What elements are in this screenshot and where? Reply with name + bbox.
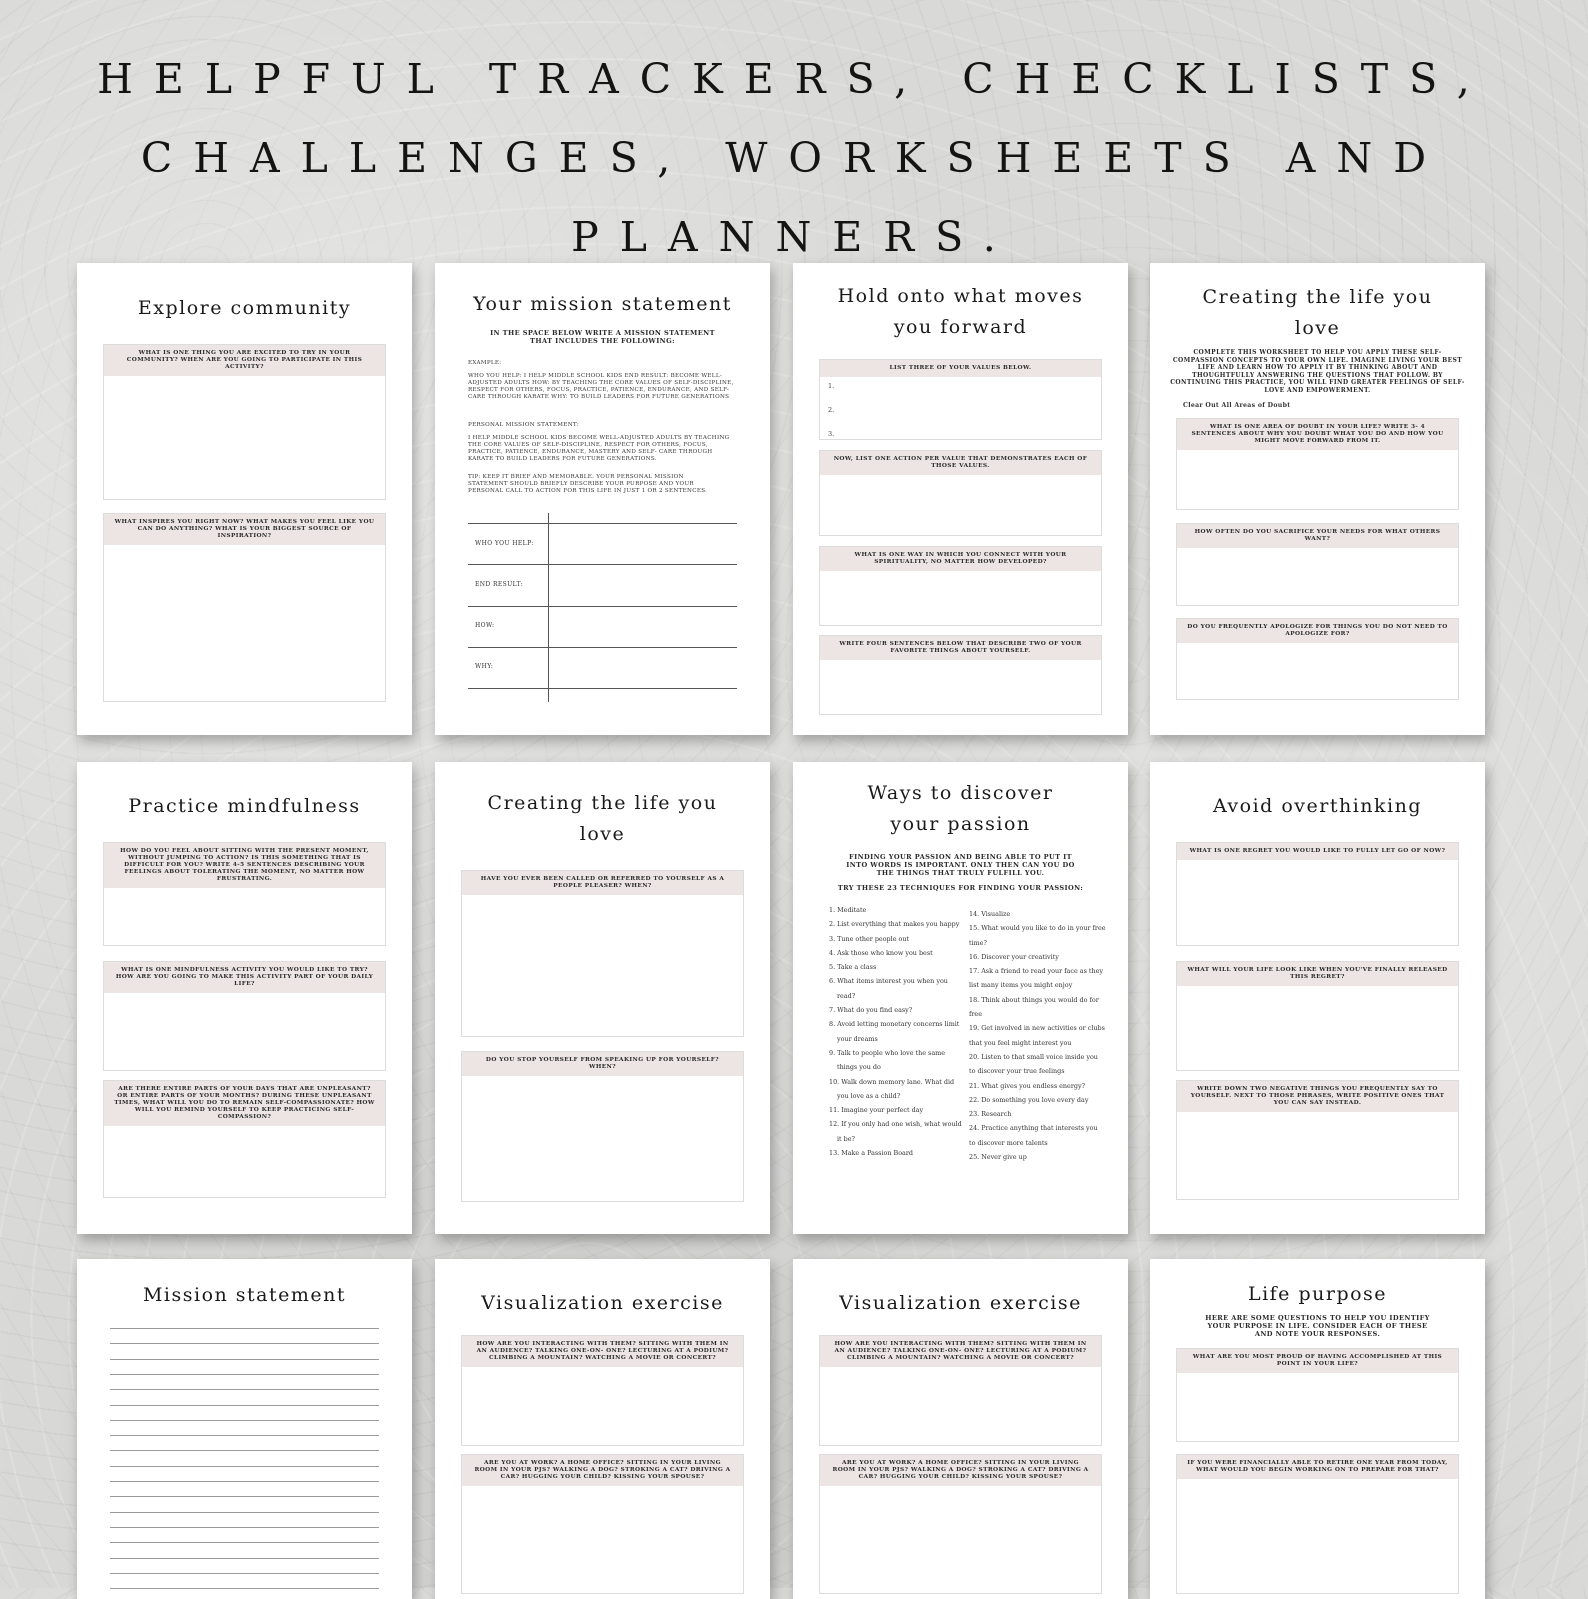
worksheet-practice-mindfulness (77, 762, 412, 1234)
list-item: that you feel might interest you (969, 1038, 1072, 1047)
answer-box (103, 842, 386, 946)
writing-line (110, 1496, 379, 1497)
page-title: Explore community (137, 297, 352, 319)
page-title: Ways to discover your passion (867, 782, 1054, 835)
worksheet-creating-life-you-love (1150, 263, 1485, 735)
worksheet-avoid-overthinking (1150, 762, 1485, 1234)
example-text: WHO YOU HELP: I HELP MIDDLE SCHOOL KIDS END RESULT: BECOME WELL-ADJUSTED ADULTS HOW: BY TEACHING THE CORE VALUES OF SELF-DISCIPLINE, RESPECT FOR OTHERS, FOCUS, PRACTICE, PATIENCE, ENDURANCE, AND SELF-CARE THROUGH KARATE WHY: TO BUILD LEADERS FOR FUTURE GENERATIONS (468, 373, 734, 400)
list-item: 5. Take a class (829, 963, 877, 972)
list-item: 17. Ask a friend to read your face as they (969, 967, 1103, 976)
list-item: 19. Get involved in new activities or clubs (969, 1024, 1105, 1033)
example-label: EXAMPLE: (468, 360, 502, 366)
answer-box (461, 1335, 744, 1446)
question-prompt: LIST THREE OF YOUR VALUES BELOW. (820, 360, 1101, 377)
answer-box (461, 1454, 744, 1594)
question-prompt: HOW ARE YOU INTERACTING WITH THEM? SITTING WITH THEM IN AN AUDIENCE? TALKING ONE-ON- ONE? LECTURING AT A PODIUM? CLIMBING A MOUNTAIN? WATCHING A MOVIE OR CONCERT? (462, 1336, 743, 1367)
page-title: Mission statement (142, 1284, 347, 1306)
question-prompt: WHAT ARE YOU MOST PROUD OF HAVING ACCOMPLISHED AT THIS POINT IN YOUR LIFE? (1177, 1349, 1458, 1373)
answer-box (103, 344, 386, 500)
question-prompt: ARE YOU AT WORK? A HOME OFFICE? SITTING IN YOUR LIVING ROOM IN YOUR PJS? WALKING A DOG? STROKING A CAT? DRIVING A CAR? HUGGING YOUR CHILD? KISSING YOUR SPOUSE? (462, 1455, 743, 1486)
list-item: 10. Walk down memory lane. What did (829, 1077, 955, 1086)
list-number: 2. (828, 406, 835, 414)
page-title: Visualization exercise (839, 1292, 1082, 1314)
list-item: 24. Practice anything that interests you (969, 1124, 1098, 1133)
page-title: Visualization exercise (481, 1292, 724, 1314)
headline-line-3: PLANNERS. (571, 213, 1017, 261)
personal-text: I HELP MIDDLE SCHOOL KIDS BECOME WELL-ADJUSTED ADULTS BY TEACHING THE CORE VALUES OF SELF-DISCIPLINE, RESPECT FOR OTHERS, FOCUS, PRACTICE, PATIENCE, ENDURANCE, MASTERY AND SELF- CARE THROUGH KARATE TO BUILD LEADERS FOR FUTURE GENERATIONS. (468, 435, 730, 462)
writing-line (110, 1343, 379, 1344)
worksheet-hold-onto-what-moves-you (793, 263, 1128, 735)
worksheet-visualization-exercise-2 (793, 1259, 1128, 1599)
page-title: Practice mindfulness (128, 795, 361, 817)
writing-line (110, 1435, 379, 1436)
answer-box (819, 450, 1102, 536)
intro-text: HERE ARE SOME QUESTIONS TO HELP YOU IDENTIFY YOUR PURPOSE IN LIFE. CONSIDER EACH OF THESE AND NOTE YOUR RESPONSES. (1205, 1314, 1430, 1338)
question-prompt: ARE THERE ENTIRE PARTS OF YOUR DAYS THAT ARE UNPLEASANT? OR ENTIRE PARTS OF YOUR MONTHS? DURING THESE UNPLEASANT TIMES, WHAT WILL YOU DO TO REMAIN SELF-COMPASSIONATE? HOW WILL YOU REMIND YOURSELF TO KEEP PRACTICING SELF-COMPASSION? (104, 1081, 385, 1126)
list-item: you love as a child? (837, 1091, 901, 1100)
question-prompt: WHAT IS ONE WAY IN WHICH YOU CONNECT WITH YOUR SPIRITUALITY, NO MATTER HOW DEVELOPED? (820, 547, 1101, 571)
table-row-label: HOW: (475, 622, 495, 629)
question-prompt: DO YOU FREQUENTLY APOLOGIZE FOR THINGS YOU DO NOT NEED TO APOLOGIZE FOR? (1177, 619, 1458, 643)
writing-line (110, 1512, 379, 1513)
table-divider (548, 513, 549, 702)
writing-line (110, 1527, 379, 1528)
worksheet-explore-community (77, 263, 412, 735)
page-title: Creating the life you love (487, 792, 718, 845)
list-item: 13. Make a Passion Board (829, 1149, 913, 1158)
list-item: 6. What items interest you when you (829, 977, 948, 986)
writing-line (110, 1558, 379, 1559)
writing-line (110, 1374, 379, 1375)
intro-text: FINDING YOUR PASSION AND BEING ABLE TO PUT IT INTO WORDS IS IMPORTANT. ONLY THEN CAN YOU DO THE THINGS THAT TRULY FULFILL YOU. (846, 853, 1075, 877)
worksheet-your-mission-statement (435, 263, 770, 735)
question-prompt: WHAT IS ONE AREA OF DOUBT IN YOUR LIFE? WRITE 3- 4 SENTENCES ABOUT WHY YOU DOUBT WHAT YOU DO AND HOW YOU MIGHT MOVE FORWARD FROM IT. (1177, 419, 1458, 450)
answer-box (103, 1080, 386, 1198)
page-title: Avoid overthinking (1212, 795, 1423, 817)
list-item: list many items you might enjoy (969, 981, 1073, 990)
question-prompt: WRITE DOWN TWO NEGATIVE THINGS YOU FREQUENTLY SAY TO YOURSELF. NEXT TO THOSE PHRASES, WRITE POSITIVE ONES THAT YOU CAN SAY INSTEAD. (1177, 1081, 1458, 1112)
worksheet-life-purpose (1150, 1259, 1485, 1599)
answer-box (1176, 1348, 1459, 1442)
question-prompt: HAVE YOU EVER BEEN CALLED OR REFERRED TO YOURSELF AS A PEOPLE PLEASER? WHEN? (462, 871, 743, 895)
writing-line (110, 1420, 379, 1421)
headline (0, 40, 1588, 277)
table-row-label: WHO YOU HELP: (475, 540, 534, 547)
table-rule (468, 564, 737, 565)
list-number: 3. (828, 430, 835, 438)
headline-line-2: CHALLENGES, WORKSHEETS AND (140, 134, 1448, 182)
answer-box (1176, 1454, 1459, 1594)
writing-line (110, 1542, 379, 1543)
worksheet-creating-life-you-love-2 (435, 762, 770, 1234)
worksheet-visualization-exercise (435, 1259, 770, 1599)
question-prompt: HOW OFTEN DO YOU SACRIFICE YOUR NEEDS FOR WHAT OTHERS WANT? (1177, 524, 1458, 548)
list-item: to discover more talents (969, 1138, 1048, 1147)
page-title: Hold onto what moves you forward (837, 285, 1084, 338)
list-item: 4. Ask those who know you best (829, 948, 933, 957)
question-prompt: HOW ARE YOU INTERACTING WITH THEM? SITTING WITH THEM IN AN AUDIENCE? TALKING ONE-ON- ONE? LECTURING AT A PODIUM? CLIMBING A MOUNTAIN? WATCHING A MOVIE OR CONCERT? (820, 1336, 1101, 1367)
table-rule (468, 647, 737, 648)
answer-box (819, 359, 1102, 440)
writing-line (110, 1359, 379, 1360)
list-item: 11. Imagine your perfect day (829, 1106, 924, 1115)
writing-line (110, 1450, 379, 1451)
section-subheading: Clear Out All Areas of Doubt (1183, 402, 1291, 409)
list-item: to discover your true feelings (969, 1067, 1065, 1076)
list-item: 9. Talk to people who love the same (829, 1048, 945, 1057)
tip-text: TIP: KEEP IT BRIEF AND MEMORABLE. YOUR PERSONAL MISSION STATEMENT SHOULD BRIEFLY DESCRIBE YOUR PURPOSE AND YOUR PERSONAL CALL TO ACTION FOR THIS LIFE IN JUST 1 OR 2 SENTENCES. (468, 474, 708, 494)
list-number: 1. (828, 382, 835, 390)
list-item: 22. Do something you love every day (969, 1095, 1089, 1104)
page-title: Your mission statement (473, 293, 732, 315)
list-item: 7. What do you find easy? (829, 1006, 913, 1015)
list-item: 12. If you only had one wish, what would (829, 1120, 962, 1129)
answer-box (103, 961, 386, 1071)
list-item: 20. Listen to that small voice inside you (969, 1052, 1098, 1061)
answer-box (819, 1335, 1102, 1446)
answer-box (819, 635, 1102, 715)
question-prompt: WHAT INSPIRES YOU RIGHT NOW? WHAT MAKES YOU FEEL LIKE YOU CAN DO ANYTHING? WHAT IS YOUR BIGGEST SOURCE OF INSPIRATION? (104, 514, 385, 545)
answer-box (1176, 842, 1459, 946)
list-item: 23. Research (969, 1110, 1012, 1119)
question-prompt: WHAT IS ONE REGRET YOU WOULD LIKE TO FULLY LET GO OF NOW? (1177, 843, 1458, 860)
table-rule (468, 688, 737, 689)
answer-box (1176, 523, 1459, 606)
list-item: 25. Never give up (969, 1153, 1027, 1162)
list-item: free (969, 1010, 982, 1019)
question-prompt: NOW, LIST ONE ACTION PER VALUE THAT DEMONSTRATES EACH OF THOSE VALUES. (820, 451, 1101, 475)
writing-line (110, 1466, 379, 1467)
question-prompt: DO YOU STOP YOURSELF FROM SPEAKING UP FOR YOURSELF? WHEN? (462, 1052, 743, 1076)
answer-box (819, 546, 1102, 626)
intro-text: IN THE SPACE BELOW WRITE A MISSION STATEMENT THAT INCLUDES THE FOLLOWING: (490, 329, 715, 345)
intro-subtext: TRY THESE 23 TECHNIQUES FOR FINDING YOUR PASSION: (837, 884, 1084, 892)
list-item: read? (837, 991, 856, 1000)
technique-list-right (969, 907, 1109, 1164)
writing-line (110, 1481, 379, 1482)
question-prompt: IF YOU WERE FINANCIALLY ABLE TO RETIRE ONE YEAR FROM TODAY, WHAT WOULD YOU BEGIN WORKING ON TO PREPARE FOR THAT? (1177, 1455, 1458, 1479)
list-item: things you do (837, 1063, 881, 1072)
list-item: your dreams (837, 1034, 878, 1043)
list-item: 2. List everything that makes you happy (829, 920, 960, 929)
answer-box (1176, 961, 1459, 1071)
worksheet-mission-statement-lined (77, 1259, 412, 1599)
answer-box (461, 1051, 744, 1202)
question-prompt: WHAT IS ONE MINDFULNESS ACTIVITY YOU WOULD LIKE TO TRY? HOW ARE YOU GOING TO MAKE THIS ACTIVITY PART OF YOUR DAILY LIFE? (104, 962, 385, 993)
worksheet-ways-to-discover-passion (793, 762, 1128, 1234)
writing-line (110, 1328, 379, 1329)
writing-line (110, 1573, 379, 1574)
list-item: 8. Avoid letting monetary concerns limit (829, 1020, 960, 1029)
list-item: 14. Visualize (969, 910, 1011, 918)
writing-line (110, 1389, 379, 1390)
page-title: Creating the life you love (1202, 286, 1433, 339)
list-item: 18. Think about things you would do for (969, 995, 1099, 1004)
answer-box (1176, 418, 1459, 510)
technique-list-left (829, 903, 969, 1160)
list-item: 15. What would you like to do in your free (969, 924, 1106, 933)
answer-box (819, 1454, 1102, 1594)
answer-box (103, 513, 386, 702)
list-item: time? (969, 938, 987, 947)
intro-text: COMPLETE THIS WORKSHEET TO HELP YOU APPLY THESE SELF-COMPASSION CONCEPTS TO YOUR OWN LIFE. IMAGINE LIVING YOUR BEST LIFE AND LEARN HOW TO APPLY IT BY THINKING ABOUT AND THOUGHTFULLY ANSWERING THE QUESTIONS THAT FOLLOW. BY CONTINUING THIS PRACTICE, YOU WILL FIND GREATER FEELINGS OF SELF-LOVE AND EMPOWERMENT. (1170, 349, 1465, 394)
answer-box (461, 870, 744, 1037)
list-item: 21. What gives you endless energy? (969, 1081, 1085, 1090)
list-item: 3. Tune other people out (829, 934, 910, 943)
question-prompt: WRITE FOUR SENTENCES BELOW THAT DESCRIBE TWO OF YOUR FAVORITE THINGS ABOUT YOURSELF. (820, 636, 1101, 660)
table-rule (468, 606, 737, 607)
question-prompt: WHAT IS ONE THING YOU ARE EXCITED TO TRY IN YOUR COMMUNITY? WHEN ARE YOU GOING TO PARTICIPATE IN THIS ACTIVITY? (104, 345, 385, 376)
list-item: it be? (837, 1134, 855, 1143)
question-prompt: ARE YOU AT WORK? A HOME OFFICE? SITTING IN YOUR LIVING ROOM IN YOUR PJS? WALKING A DOG? STROKING A CAT? DRIVING A CAR? HUGGING YOUR CHILD? KISSING YOUR SPOUSE? (820, 1455, 1101, 1486)
list-item: 16. Discover your creativity (969, 952, 1059, 961)
question-prompt: WHAT WILL YOUR LIFE LOOK LIKE WHEN YOU'VE FINALLY RELEASED THIS REGRET? (1177, 962, 1458, 986)
question-prompt: HOW DO YOU FEEL ABOUT SITTING WITH THE PRESENT MOMENT, WITHOUT JUMPING TO ACTION? IS THIS SOMETHING THAT IS DIFFICULT FOR YOU? WRITE 4-5 SENTENCES DESCRIBING YOUR FEELINGS ABOUT TOLERATING THE MOMENT, NO MATTER HOW FRUSTRATING. (104, 843, 385, 888)
table-row-label: WHY: (475, 663, 494, 670)
answer-box (1176, 618, 1459, 700)
writing-line (110, 1588, 379, 1589)
page-title: Life purpose (1247, 1283, 1388, 1305)
list-item: 1. Meditate (829, 906, 867, 914)
headline-line-1: HELPFUL TRACKERS, CHECKLISTS, (97, 55, 1491, 103)
personal-label: PERSONAL MISSION STATEMENT: (468, 422, 579, 428)
answer-box (1176, 1080, 1459, 1200)
table-row-label: END RESULT: (475, 581, 524, 588)
writing-line (110, 1405, 379, 1406)
table-rule (468, 523, 737, 524)
